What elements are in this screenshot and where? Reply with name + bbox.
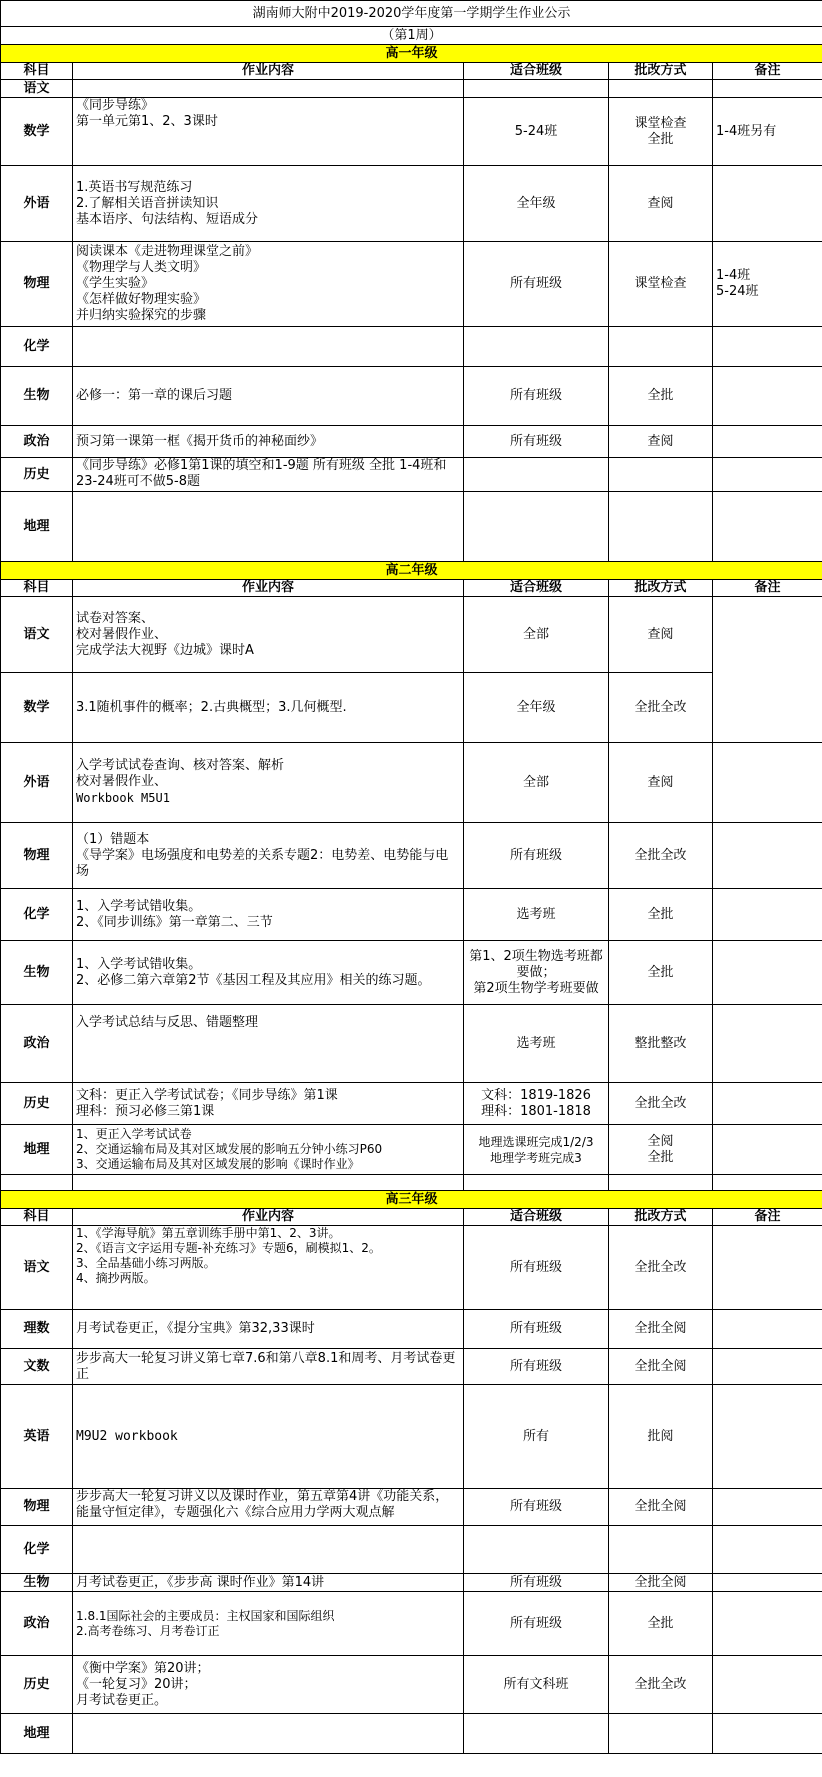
- content-cell: [73, 492, 464, 562]
- table-row: [1, 1526, 822, 1574]
- mode-cell: [609, 458, 713, 492]
- classes-cell: 全年级: [464, 166, 609, 242]
- mode-cell: 全批: [609, 367, 713, 426]
- table-row: [1, 242, 822, 327]
- table-row: [1, 458, 822, 492]
- note-cell: [713, 367, 822, 426]
- col-classes: 适合班级: [464, 580, 609, 597]
- subject-cell: 地理: [1, 1714, 73, 1754]
- classes-cell: 选考班: [464, 889, 609, 941]
- content-cell: 1、更正入学考试试卷 2、交通运输布局及其对区域发展的影响五分钟小练习P60 3、交通运输布局及其对区域发展的影响《课时作业》: [73, 1125, 464, 1175]
- note-cell: [713, 1574, 822, 1592]
- table-row: [1, 743, 822, 823]
- mode-cell: 全批: [609, 941, 713, 1005]
- classes-cell: [464, 458, 609, 492]
- classes-cell: 所有班级: [464, 1349, 609, 1385]
- content-cell: 1、《学海导航》第五章训练手册中第1、2、3讲。 2、《语言文字运用专题-补充练习》专题6，刷模拟1、2。 3、全品基础小练习两版。 4、摘抄两版。: [73, 1226, 464, 1310]
- mode-cell: 全批: [609, 889, 713, 941]
- content-cell: 《衡中学案》第20讲； 《一轮复习》20讲； 月考试卷更正。: [73, 1656, 464, 1714]
- mode-cell: [609, 492, 713, 562]
- classes-cell: 地理选课班完成1/2/3 地理学考班完成3: [464, 1125, 609, 1175]
- classes-cell: 5-24班: [464, 98, 609, 166]
- classes-cell: [464, 1714, 609, 1754]
- table-row: [1, 1489, 822, 1526]
- note-cell: [713, 1083, 822, 1125]
- table-row: [1, 98, 822, 166]
- note-cell: [713, 1125, 822, 1175]
- classes-cell: 全部: [464, 743, 609, 823]
- classes-cell: 所有文科班: [464, 1656, 609, 1714]
- subject-cell: 语文: [1, 597, 73, 673]
- note-cell: [713, 1349, 822, 1385]
- note-cell: [713, 743, 822, 823]
- mode-cell: 全批全阅: [609, 1310, 713, 1349]
- classes-cell: 所有班级: [464, 1310, 609, 1349]
- note-cell: [713, 166, 822, 242]
- classes-cell: 所有班级: [464, 242, 609, 327]
- content-cell: 必修一：第一章的课后习题: [73, 367, 464, 426]
- mode-cell: 查阅: [609, 426, 713, 458]
- note-cell: [713, 327, 822, 367]
- content-cell: M9U2 workbook: [73, 1385, 464, 1489]
- table-row: [1, 1385, 822, 1489]
- content-cell: 1.英语书写规范练习 2.了解相关语音拼读知识 基本语序、句法结构、短语成分: [73, 166, 464, 242]
- content-cell: 3.1随机事件的概率；2.古典概型；3.几何概型.: [73, 673, 464, 743]
- subject-cell: 历史: [1, 1083, 73, 1125]
- classes-cell: [464, 492, 609, 562]
- subject-cell: 化学: [1, 889, 73, 941]
- classes-cell: 全年级: [464, 673, 609, 743]
- classes-cell: 文科：1819-1826 理科：1801-1818: [464, 1083, 609, 1125]
- subject-cell: 历史: [1, 1656, 73, 1714]
- note-cell: [713, 889, 822, 941]
- col-note: 备注: [713, 1209, 822, 1226]
- table-row: [1, 492, 822, 562]
- content-cell: 步步高大一轮复习讲义第七章7.6和第八章8.1和周考、月考试卷更正: [73, 1349, 464, 1385]
- classes-cell: [464, 1526, 609, 1574]
- table-row: [1, 941, 822, 1005]
- mode-cell: 全批全阅: [609, 1574, 713, 1592]
- subject-cell: 生物: [1, 941, 73, 1005]
- mode-cell: 批阅: [609, 1385, 713, 1489]
- col-mode: 批改方式: [609, 63, 713, 80]
- note-cell: [713, 1226, 822, 1310]
- note-cell: [713, 1385, 822, 1489]
- note-cell: [713, 823, 822, 889]
- note-cell: 1-4班 5-24班: [713, 242, 822, 327]
- col-note: 备注: [713, 580, 822, 597]
- classes-cell: 所有班级: [464, 426, 609, 458]
- subject-cell: 地理: [1, 1125, 73, 1175]
- note-cell: [713, 80, 822, 98]
- content-cell: [73, 1714, 464, 1754]
- subject-cell: 外语: [1, 166, 73, 242]
- subject-cell: 英语: [1, 1385, 73, 1489]
- classes-cell: 所有班级: [464, 823, 609, 889]
- mode-cell: [609, 1714, 713, 1754]
- subject-cell: 化学: [1, 1526, 73, 1574]
- table-row: [1, 1310, 822, 1349]
- subject-cell: 生物: [1, 1574, 73, 1592]
- table-row: [1, 823, 822, 889]
- subject-cell: 外语: [1, 743, 73, 823]
- col-note: 备注: [713, 63, 822, 80]
- content-cell: [73, 743, 464, 823]
- note-cell: [713, 1005, 822, 1083]
- subject-cell: 历史: [1, 458, 73, 492]
- note-cell: [713, 1656, 822, 1714]
- mode-cell: 全批全改: [609, 1083, 713, 1125]
- col-subject: 科目: [1, 580, 73, 597]
- content-cell: 阅读课本《走进物理课堂之前》 《物理学与人类文明》 《学生实验》 《怎样做好物理实验》 并归纳实验探究的步骤: [73, 242, 464, 327]
- content-cell: 步步高大一轮复习讲义以及课时作业，第五章第4讲《功能关系，能量守恒定律》，专题强化六《综合应用力学两大观点解: [73, 1489, 464, 1526]
- subject-cell: 语文: [1, 80, 73, 98]
- content-cell: [73, 1526, 464, 1574]
- table-row: [1, 1125, 822, 1175]
- content-cell: 入学考试总结与反思、错题整理: [73, 1005, 464, 1083]
- col-subject: 科目: [1, 1209, 73, 1226]
- subject-cell: 政治: [1, 1592, 73, 1656]
- classes-cell: 第1、2项生物选考班都要做； 第2项生物学考班要做: [464, 941, 609, 1005]
- col-mode: 批改方式: [609, 1209, 713, 1226]
- classes-cell: 所有班级: [464, 1574, 609, 1592]
- content-cell: 试卷对答案、 校对暑假作业、 完成学法大视野《边城》课时A: [73, 597, 464, 673]
- subject-cell: 物理: [1, 823, 73, 889]
- content-cell: 1、入学考试错收集。 2、《同步训练》第一章第二、三节: [73, 889, 464, 941]
- mode-cell: [609, 1526, 713, 1574]
- mode-cell: 查阅: [609, 597, 713, 673]
- subject-cell: 地理: [1, 492, 73, 562]
- table-row: [1, 673, 822, 743]
- table-row: [1, 367, 822, 426]
- page-title: 湖南师大附中2019-2020学年度第一学期学生作业公示: [1, 1, 822, 27]
- mode-cell: 全批全阅: [609, 1489, 713, 1526]
- mode-cell: 查阅: [609, 743, 713, 823]
- content-cell: 1、入学考试错收集。 2、必修二第六章第2节《基因工程及其应用》相关的练习题。: [73, 941, 464, 1005]
- table-row: [1, 1574, 822, 1592]
- classes-cell: 全部: [464, 597, 609, 673]
- week-label: （第1周）: [1, 27, 822, 45]
- col-mode: 批改方式: [609, 580, 713, 597]
- col-content: 作业内容: [73, 1209, 464, 1226]
- mode-cell: [609, 80, 713, 98]
- note-cell: [713, 1526, 822, 1574]
- mode-cell: 全批: [609, 1592, 713, 1656]
- note-cell: 1-4班另有: [713, 98, 822, 166]
- mode-cell: 全批全改: [609, 1226, 713, 1310]
- note-cell: [713, 1592, 822, 1656]
- table-row: [1, 166, 822, 242]
- subject-cell: 语文: [1, 1226, 73, 1310]
- mode-cell: 全批全改: [609, 823, 713, 889]
- note-cell: [713, 941, 822, 1005]
- subject-cell: 化学: [1, 327, 73, 367]
- content-cell: 预习第一课第一框《揭开货币的神秘面纱》: [73, 426, 464, 458]
- note-cell: [713, 426, 822, 458]
- note-cell: [713, 1489, 822, 1526]
- content-cell: 《同步导练》必修1第1课的填空和1-9题 所有班级 全批 1-4班和23-24班可不做5-8题: [73, 458, 464, 492]
- table-row: [1, 889, 822, 941]
- col-content: 作业内容: [73, 580, 464, 597]
- content-cell: 文科：更正入学考试试卷；《同步导练》第1课 理科：预习必修三第1课: [73, 1083, 464, 1125]
- table-row: [1, 426, 822, 458]
- mode-cell: 全批全改: [609, 1656, 713, 1714]
- classes-cell: [464, 80, 609, 98]
- col-classes: 适合班级: [464, 63, 609, 80]
- content-cell: 《同步导练》 第一单元第1、2、3课时: [73, 98, 464, 166]
- grade-header-2: 高二年级: [1, 562, 822, 580]
- col-content: 作业内容: [73, 63, 464, 80]
- subject-cell: 数学: [1, 673, 73, 743]
- table-row: [1, 1226, 822, 1310]
- content-cell: 1.8.1国际社会的主要成员：主权国家和国际组织 2.高考卷练习、月考卷订正: [73, 1592, 464, 1656]
- mode-cell: [609, 327, 713, 367]
- note-cell: [713, 458, 822, 492]
- subject-cell: 理数: [1, 1310, 73, 1349]
- subject-cell: 政治: [1, 1005, 73, 1083]
- content-cell: 月考试卷更正，《步步高 课时作业》第14讲: [73, 1574, 464, 1592]
- grade-header-3: 高三年级: [1, 1191, 822, 1209]
- subject-cell: 数学: [1, 98, 73, 166]
- mode-cell: 查阅: [609, 166, 713, 242]
- mode-cell: 课堂检查 全批: [609, 98, 713, 166]
- table-row: [1, 327, 822, 367]
- table-row: [1, 597, 822, 673]
- classes-cell: 所有班级: [464, 367, 609, 426]
- table-row: [1, 80, 822, 98]
- table-row: [1, 1656, 822, 1714]
- mode-cell: 课堂检查: [609, 242, 713, 327]
- classes-cell: [464, 327, 609, 367]
- note-cell: [713, 1714, 822, 1754]
- col-subject: 科目: [1, 63, 73, 80]
- content-text: 入学考试试卷查询、核对答案、解析 校对暑假作业、: [76, 758, 285, 789]
- classes-cell: 所有班级: [464, 1489, 609, 1526]
- subject-cell: 文数: [1, 1349, 73, 1385]
- subject-cell: 物理: [1, 242, 73, 327]
- subject-cell: 物理: [1, 1489, 73, 1526]
- content-cell: [73, 327, 464, 367]
- note-cell: [713, 492, 822, 562]
- content-cell: 月考试卷更正，《提分宝典》第32,33课时: [73, 1310, 464, 1349]
- table-row: [1, 1349, 822, 1385]
- note-cell: [713, 597, 822, 743]
- subject-cell: 政治: [1, 426, 73, 458]
- classes-cell: 所有班级: [464, 1592, 609, 1656]
- table-row-spacer: [1, 1175, 822, 1191]
- table-row: [1, 1083, 822, 1125]
- grade-header-1: 高一年级: [1, 45, 822, 63]
- table-row: [1, 1592, 822, 1656]
- col-classes: 适合班级: [464, 1209, 609, 1226]
- classes-cell: 选考班: [464, 1005, 609, 1083]
- mode-cell: 全批全改: [609, 673, 713, 743]
- classes-cell: 所有: [464, 1385, 609, 1489]
- note-cell: [713, 1310, 822, 1349]
- content-cell: （1）错题本 《导学案》电场强度和电势差的关系专题2：电势差、电势能与电场: [73, 823, 464, 889]
- mode-cell: 全阅 全批: [609, 1125, 713, 1175]
- table-row: [1, 1714, 822, 1754]
- table-row: [1, 1005, 822, 1083]
- mode-cell: 全批全阅: [609, 1349, 713, 1385]
- classes-cell: 所有班级: [464, 1226, 609, 1310]
- content-cell: [73, 80, 464, 98]
- content-text-mono: Workbook M5U1: [76, 791, 170, 805]
- subject-cell: 生物: [1, 367, 73, 426]
- mode-cell: 整批整改: [609, 1005, 713, 1083]
